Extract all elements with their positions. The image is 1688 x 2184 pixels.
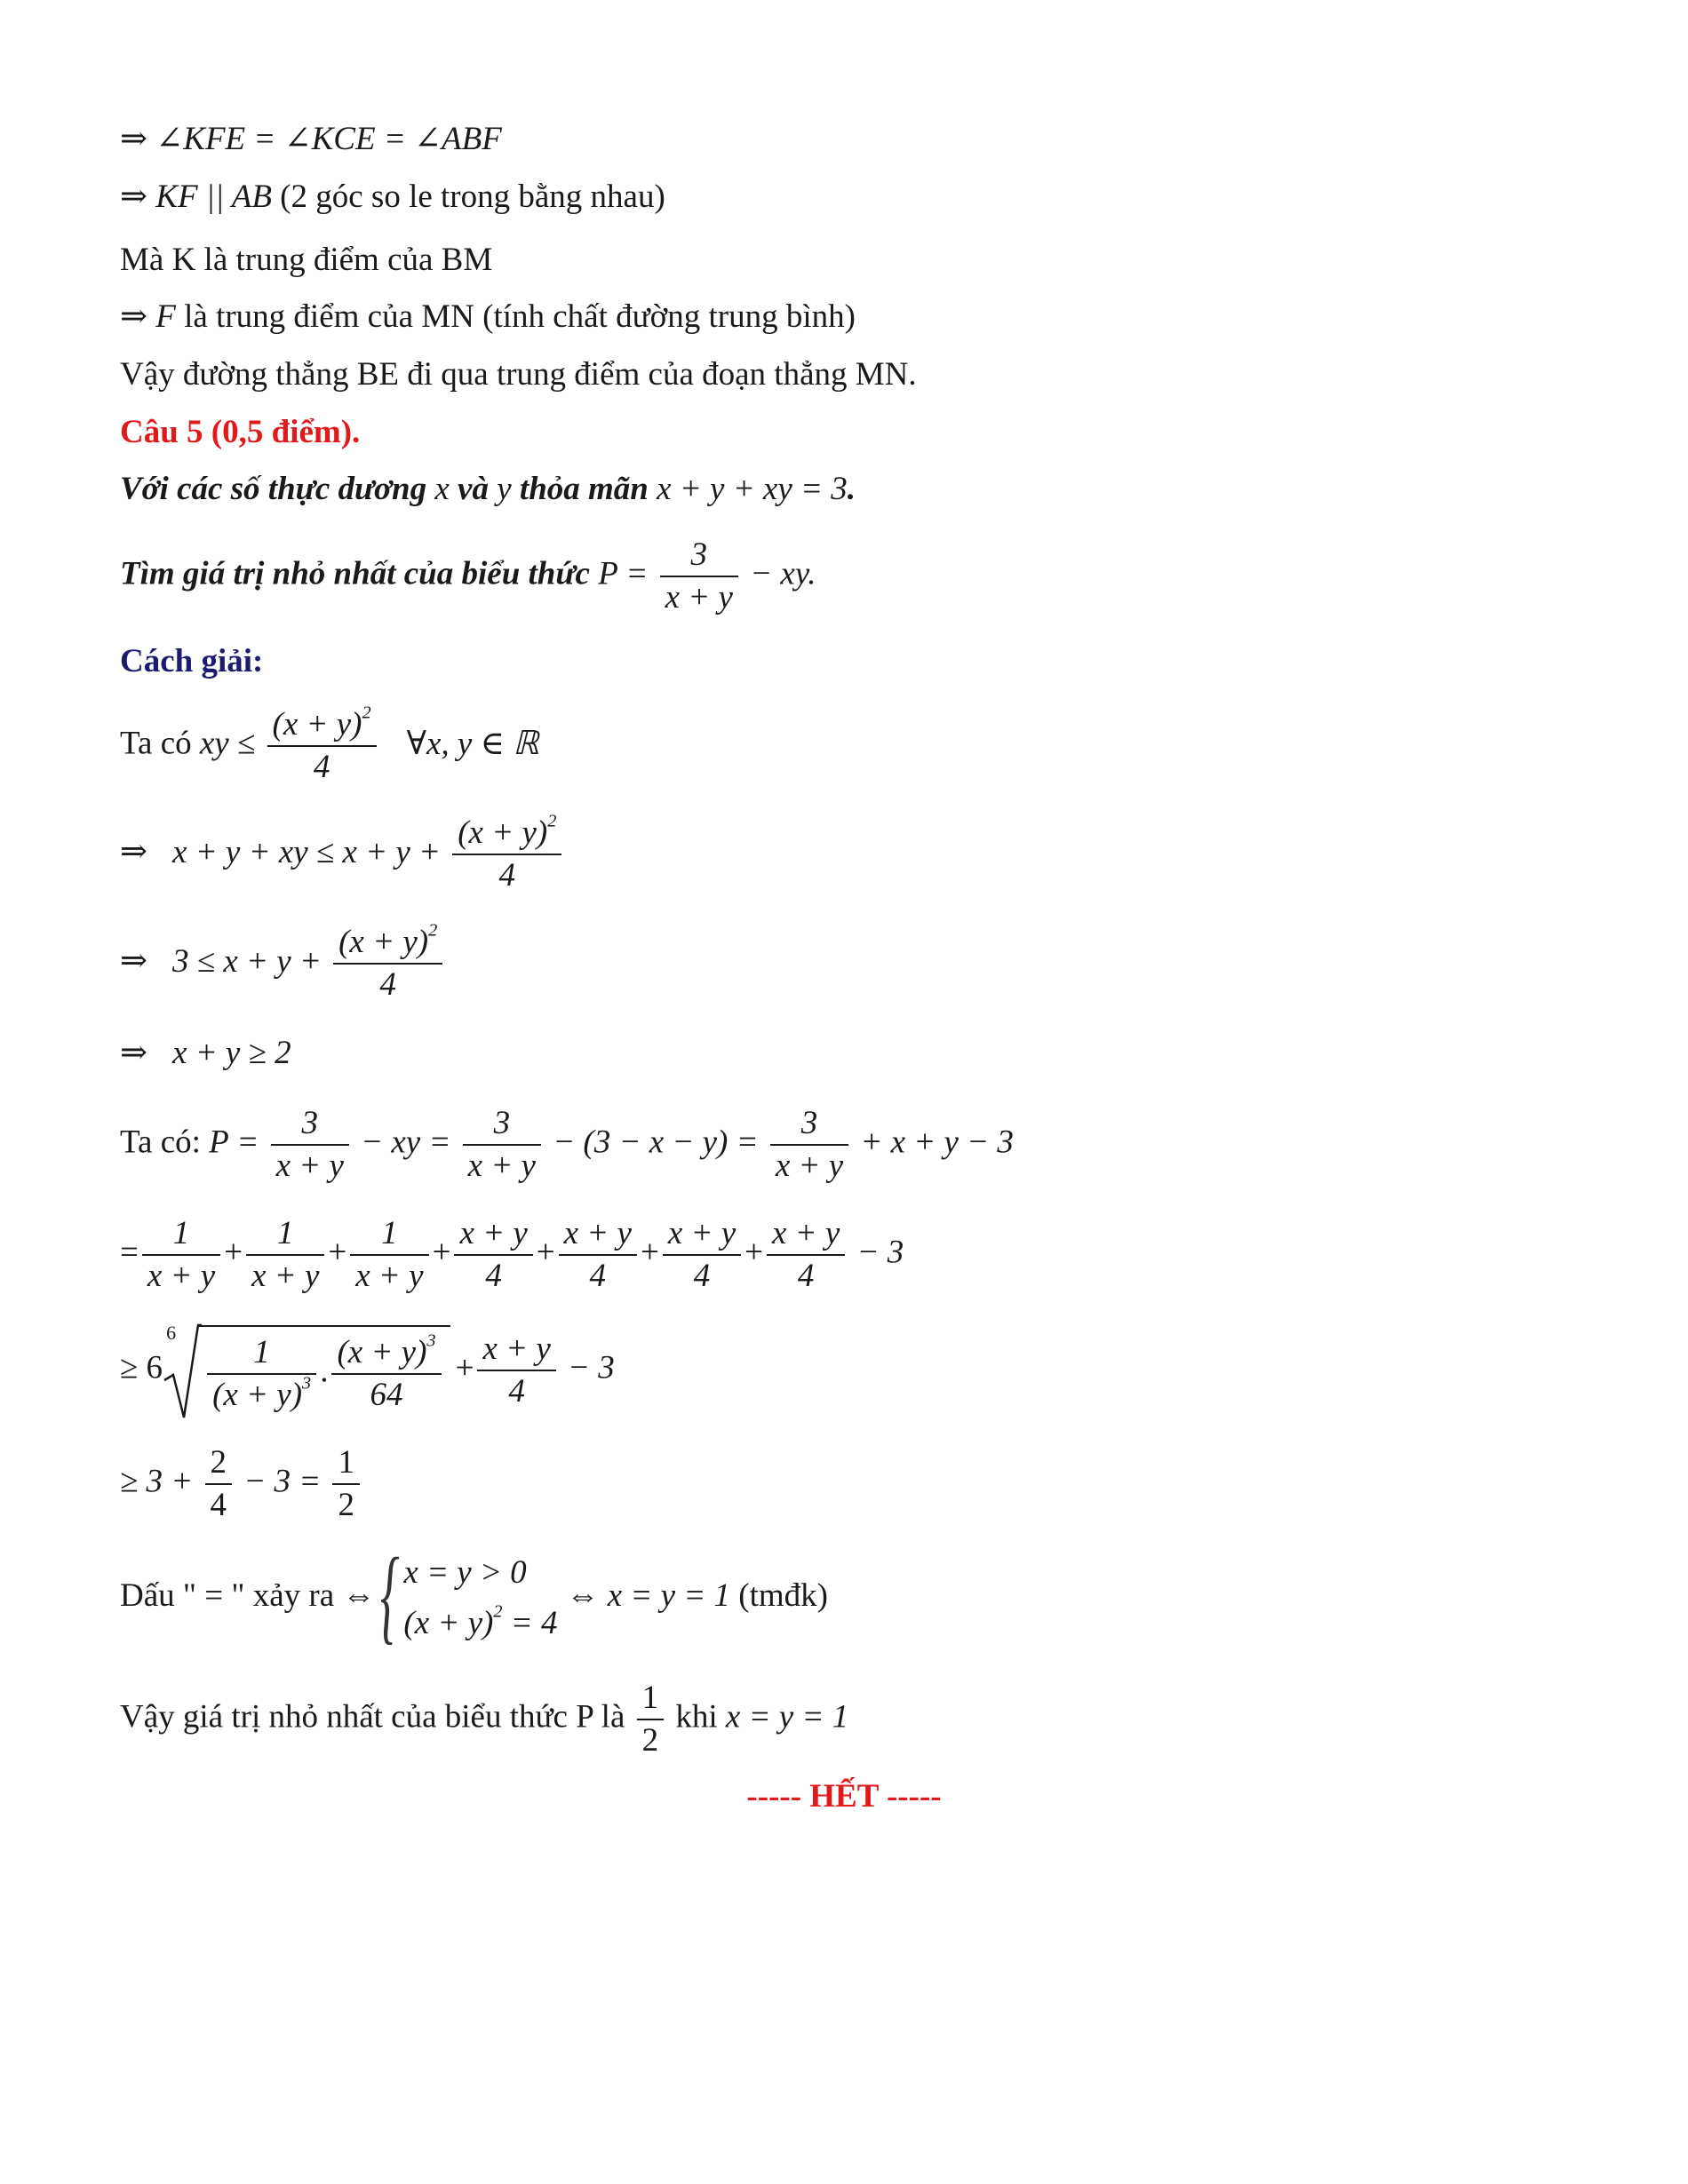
point-f: F: [155, 298, 176, 335]
denominator: (x + y): [212, 1377, 303, 1414]
solution-step-9: [120, 1536, 828, 1654]
denominator: 4: [379, 966, 396, 1004]
parallel-math: KF || AB: [155, 179, 272, 215]
numerator: (x + y): [338, 924, 429, 960]
fraction: [452, 813, 561, 897]
line-midpoint-k: Mà K là trung điểm của BM: [120, 242, 493, 278]
midpoint-f-text: là trung điểm của MN (tính chất đường trung bình): [175, 298, 856, 335]
system-row-1: x = y > 0: [403, 1554, 527, 1591]
implies-symbol: ⇒: [120, 121, 148, 157]
numerator: (x + y): [272, 706, 362, 743]
ask-p: P =: [598, 555, 657, 592]
step-tail: + x + y − 3: [852, 1124, 1014, 1161]
p-symbol: P =: [209, 1124, 267, 1161]
exponent: 3: [426, 1330, 436, 1351]
step-math: x + y ≥ 2: [172, 1035, 291, 1071]
step-mid: − 3 =: [235, 1463, 330, 1500]
step-text: Vậy giá trị nhỏ nhất của biểu thức P là: [120, 1698, 633, 1735]
fraction: [331, 1332, 441, 1417]
question-ask: [120, 535, 816, 619]
numerator: x + y: [477, 1329, 555, 1371]
step-lhs: x + y + xy ≤ x + y +: [172, 833, 450, 870]
exponent: 2: [547, 811, 557, 831]
premise-dot: .: [847, 471, 856, 507]
solution-step-7: [120, 1322, 615, 1417]
step-lhs: 3 ≤ x + y +: [172, 942, 330, 980]
line-parallel: [120, 180, 665, 213]
solution-step-3: [120, 922, 446, 1006]
system-row-2-tail: = 4: [502, 1605, 558, 1642]
line-conclusion: Vậy đường thẳng BE đi qua trung điểm của đoạn thẳng MN.: [120, 356, 917, 393]
fraction: [142, 1213, 220, 1298]
khi-text: khi: [667, 1698, 726, 1735]
denominator: 4: [508, 1373, 525, 1410]
question-heading: Câu 5 (0,5 điểm).: [120, 414, 361, 450]
question-premise: [120, 473, 856, 505]
implies-symbol: ⇒: [120, 179, 148, 215]
fraction: [463, 1103, 541, 1187]
step-text: Ta có: [120, 725, 200, 762]
denominator: 64: [370, 1377, 403, 1414]
denominator: x + y: [251, 1258, 320, 1295]
step-mid: − (3 − x − y) =: [544, 1124, 767, 1161]
numerator: 3: [271, 1103, 349, 1146]
forall-clause: ∀x, y ∈ ℝ: [406, 725, 539, 762]
numerator: x + y: [559, 1213, 637, 1256]
premise-and: và: [449, 471, 498, 507]
equation-system: [380, 1536, 558, 1654]
system-row-2: [403, 1598, 557, 1648]
fraction: [660, 535, 738, 619]
denominator: 4: [498, 857, 516, 894]
numerator: (x + y): [337, 1334, 427, 1370]
fraction: [767, 1213, 845, 1298]
fraction: [205, 1442, 233, 1527]
plus-symbol: +: [224, 1234, 243, 1271]
var-x: x: [434, 471, 450, 507]
exponent: 2: [428, 920, 438, 941]
implies-symbol: ⇒: [120, 942, 148, 980]
denominator: x + y: [665, 579, 733, 616]
numerator: 1: [350, 1213, 428, 1256]
step-tail: − 3: [848, 1234, 904, 1271]
numerator: 2: [205, 1442, 233, 1485]
plus-symbol: +: [432, 1234, 451, 1271]
denominator: 4: [797, 1258, 815, 1295]
denominator: 4: [589, 1258, 607, 1295]
denominator: 4: [693, 1258, 711, 1295]
numerator: 3: [770, 1103, 848, 1146]
plus-symbol: +: [328, 1234, 347, 1271]
sixth-root: [163, 1322, 450, 1417]
step-text: Ta có:: [120, 1124, 210, 1161]
denominator: x + y: [147, 1258, 216, 1295]
numerator: x + y: [454, 1213, 532, 1256]
fraction: [207, 1332, 316, 1417]
ask-text: Tìm giá trị nhỏ nhất của biểu thức: [120, 555, 599, 592]
root-index: 6: [166, 1322, 177, 1344]
denominator: x + y: [467, 1148, 536, 1185]
fraction: [559, 1213, 637, 1298]
ge-six: ≥ 6: [120, 1349, 163, 1386]
plus-symbol: +: [640, 1234, 659, 1271]
step-text: Dấu " = " xảy ra: [120, 1576, 343, 1614]
denominator: x + y: [355, 1258, 424, 1295]
iff-symbol: ⇔: [342, 1576, 376, 1614]
result-math: x = y = 1: [599, 1576, 731, 1614]
denominator: 2: [641, 1722, 659, 1759]
solution-step-1: [120, 704, 539, 789]
numerator: 3: [660, 535, 738, 577]
solution-step-2: [120, 813, 565, 897]
numerator: 1: [246, 1213, 324, 1256]
exponent: 3: [302, 1373, 312, 1394]
numerator: 3: [463, 1103, 541, 1146]
fraction: [663, 1213, 741, 1298]
solution-conclusion: [120, 1678, 848, 1762]
condition-note: (tmđk): [730, 1576, 828, 1614]
denominator: x + y: [275, 1148, 344, 1185]
fraction: [333, 922, 442, 1006]
solution-step-8: [120, 1442, 363, 1527]
numerator: x + y: [767, 1213, 845, 1256]
parallel-reason: (2 góc so le trong bằng nhau): [271, 179, 665, 215]
solution-step-5: [120, 1103, 1014, 1187]
solution-heading: Cách giải:: [120, 643, 264, 679]
brace-icon: {: [380, 1536, 400, 1654]
iff-symbol: ⇔: [566, 1576, 600, 1614]
fraction: [332, 1442, 360, 1527]
premise-equation: x + y + xy = 3: [657, 471, 848, 507]
plus-symbol: +: [455, 1349, 474, 1386]
numerator: 1: [142, 1213, 220, 1256]
ask-tail: − xy.: [741, 555, 816, 592]
implies-symbol: ⇒: [120, 298, 148, 335]
fraction: [454, 1213, 532, 1298]
fraction: [770, 1103, 848, 1187]
denominator: x + y: [775, 1148, 844, 1185]
angle-equation: ∠KFE = ∠KCE = ∠ABF: [155, 121, 502, 157]
line-midpoint-f: [120, 300, 856, 333]
step-lhs: ≥ 3 +: [120, 1463, 202, 1500]
plus-symbol: +: [744, 1234, 763, 1271]
numerator: 1: [332, 1442, 360, 1485]
exponent: 2: [493, 1602, 503, 1623]
fraction: [350, 1213, 428, 1298]
equals-symbol: =: [120, 1234, 139, 1271]
fraction: [271, 1103, 349, 1187]
conclusion-math: x = y = 1: [725, 1698, 849, 1735]
numerator: (x + y): [458, 814, 548, 851]
solution-step-4: [120, 1036, 291, 1069]
var-y: y: [497, 471, 512, 507]
numerator: x + y: [663, 1213, 741, 1256]
denominator: 4: [313, 749, 330, 786]
numerator: 1: [637, 1678, 665, 1720]
denominator: 2: [338, 1487, 354, 1524]
system-row-2-base: (x + y): [403, 1605, 494, 1642]
fraction: [246, 1213, 324, 1298]
implies-symbol: ⇒: [120, 1035, 148, 1071]
fraction: [267, 704, 377, 789]
step-tail: − 3: [559, 1349, 615, 1386]
denominator: 4: [485, 1258, 502, 1295]
implies-symbol: ⇒: [120, 833, 148, 870]
premise-text: Với các số thực dương: [120, 471, 435, 507]
denominator: 4: [210, 1487, 227, 1524]
step-lhs: xy ≤: [199, 725, 264, 762]
end-marker: ----- HẾT -----: [746, 1778, 942, 1815]
exponent: 2: [362, 703, 371, 723]
numerator: 1: [207, 1332, 316, 1375]
fraction: [477, 1329, 555, 1413]
line-angle-equality: [120, 123, 502, 155]
premise-tail: thỏa mãn: [511, 471, 657, 507]
solution-step-6: [120, 1213, 904, 1298]
step-mid: − xy =: [352, 1124, 459, 1161]
fraction: [637, 1678, 665, 1762]
plus-symbol: +: [536, 1234, 555, 1271]
dot-symbol: .: [320, 1353, 329, 1390]
